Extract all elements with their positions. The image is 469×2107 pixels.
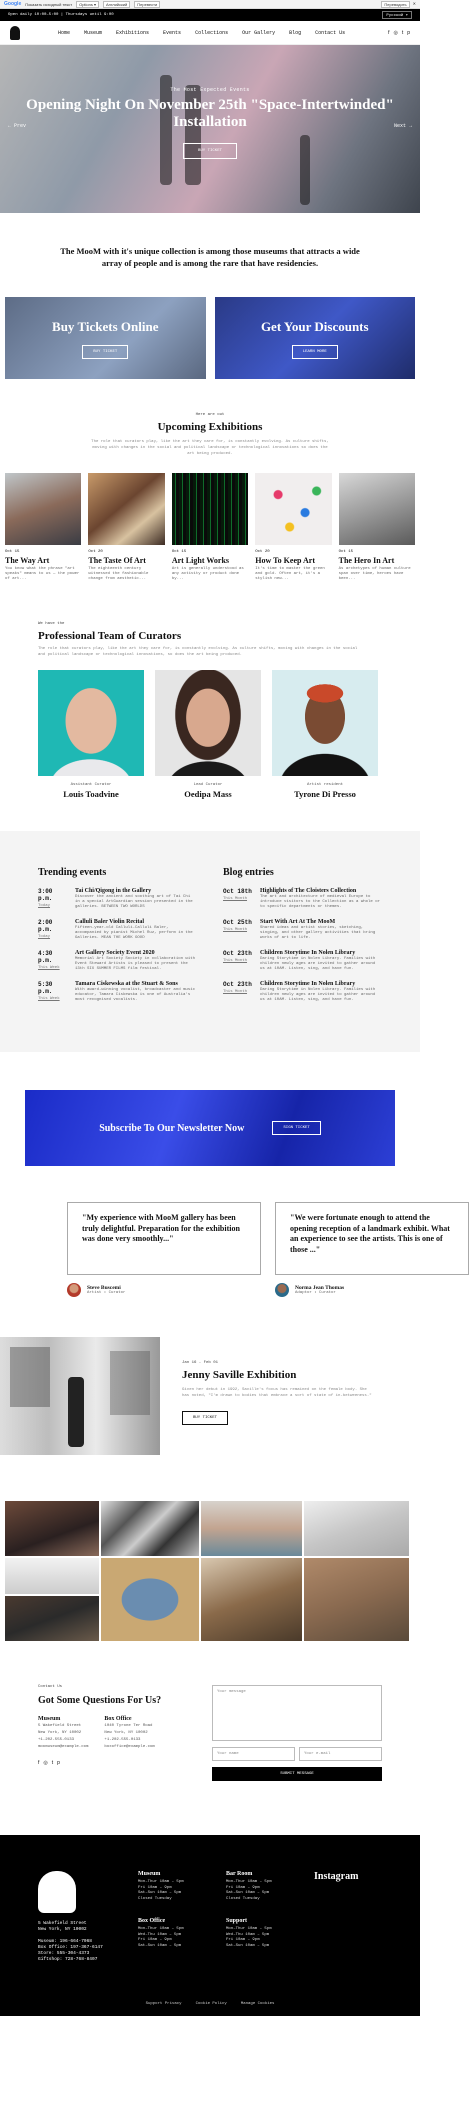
nav-item-home[interactable]: Home: [58, 29, 71, 36]
name-input[interactable]: Your name: [212, 1747, 295, 1761]
address-line: 1040 Tyrone Ter Road: [104, 1724, 153, 1728]
footer-bar-hours: [226, 1871, 296, 1902]
opening-hours: Open daily 10:00–5:00 | Thursdays until 9:00: [8, 13, 114, 17]
testimonial-card: [275, 1202, 469, 1297]
blog-date-value: Oct 23th: [223, 950, 252, 957]
newsletter-title: Subscribe To Our Newsletter Now: [99, 1122, 245, 1134]
event-body: [75, 950, 197, 972]
photo-gallery: [5, 1501, 415, 1641]
feature-title: Jenny Saville Exhibition: [182, 1369, 297, 1381]
address-line: New York, NY 10002: [38, 1731, 82, 1735]
contact-form: [212, 1685, 382, 1781]
museum-logo-icon[interactable]: [10, 26, 20, 40]
instagram-icon[interactable]: ◎: [43, 1760, 48, 1766]
form-row: [212, 1747, 382, 1761]
blog-item[interactable]: [223, 950, 382, 972]
hours-line: Closed Tuesday: [138, 1896, 172, 1901]
events-blog-section: [0, 831, 420, 1052]
blog-date-value: Oct 23th: [223, 981, 252, 988]
footer-hours-col: [138, 1871, 208, 1965]
footer-phone: Giftshop: 728-768-8407: [38, 1957, 98, 1962]
blog-entry-description: Daring Storytime in Nolen Library. Families with children newly ages are invited to gather around us at 10AM. Listen, sing, and have fun.: [260, 988, 376, 1002]
testimonial-author: [295, 1285, 344, 1295]
gallery-image[interactable]: [201, 1558, 302, 1641]
translate-always-button[interactable]: Переводить: [381, 1, 409, 8]
footer-hours-col: [226, 1871, 296, 1965]
blog-title: Blog entries: [223, 867, 274, 878]
nav-item-gallery[interactable]: Our Gallery: [242, 29, 276, 36]
hours-line: Wed–Thu 10am – 5pm: [138, 1932, 182, 1937]
contact-title: Got Some Questions For Us?: [38, 1695, 162, 1706]
exhibition-card[interactable]: [5, 473, 81, 582]
curator-photo[interactable]: [38, 670, 144, 776]
address-line: New York, NY 10002: [104, 1731, 148, 1735]
footer-address-line: 5 Wakefield Street: [38, 1921, 87, 1926]
gallery-image[interactable]: [101, 1501, 199, 1556]
event-day[interactable]: Today: [38, 904, 51, 908]
gallery-image[interactable]: [5, 1558, 99, 1594]
footer: [0, 1835, 420, 2016]
footer-museum-label: Museum: [138, 1871, 161, 1877]
event-body: [75, 919, 197, 941]
artwork-shape: [10, 1347, 50, 1407]
blog-entry-description: Daring Storytime in Nolen Library. Families with children newly ages are invited to gather around us at 10AM. Listen, sing, and have fun.: [260, 957, 376, 971]
footer-logo-icon[interactable]: [38, 1871, 76, 1913]
address-line[interactable]: moomuseum@example.com: [38, 1745, 89, 1749]
message-textarea[interactable]: Your message: [212, 1685, 382, 1741]
instagram-icon[interactable]: ◎: [393, 29, 398, 36]
exhibition-date: Oct 15: [338, 550, 354, 554]
intro-text: The MooM with it's unique collection is among those museums that attracts a wide array of people and is among the rare that have residencies.: [60, 246, 360, 268]
event-title[interactable]: Tai Chi/Qigong in the Gallery: [75, 888, 152, 894]
contact-section: [0, 1641, 420, 1781]
google-logo: Google: [4, 1, 22, 7]
gallery-image[interactable]: [201, 1501, 302, 1556]
instagram-heading[interactable]: Instagram: [314, 1871, 359, 1882]
exhibition-image[interactable]: [172, 473, 248, 545]
twitter-icon[interactable]: t: [51, 1760, 54, 1766]
event-day[interactable]: Today: [38, 935, 51, 939]
footer-box-hours: [138, 1918, 208, 1949]
exhibition-image[interactable]: [339, 473, 415, 545]
event-description: With award-winning vocalist, broadcaster and music educator, Tamara Ciskewska is one of Australia's most recognised vocalists.: [75, 988, 196, 1002]
avatar: [67, 1283, 81, 1297]
exhibition-card[interactable]: [339, 473, 415, 582]
gallery-image[interactable]: [304, 1558, 409, 1641]
footer-box-label: Box Office: [138, 1918, 166, 1924]
exhibition-card[interactable]: [172, 473, 248, 582]
hours-line: Fri 10am – 9pm: [138, 1938, 172, 1942]
curator-role: Assistant Curator: [70, 783, 112, 787]
curator-role: Lead Curator: [193, 783, 223, 787]
blog-date-value: Oct 25th: [223, 919, 252, 926]
exhibition-date: Oct 15: [171, 550, 187, 554]
event-title[interactable]: Tamara Ciskewska at the Stuart & Sons: [75, 981, 178, 987]
blog-body: [260, 888, 382, 910]
blog-date: [223, 888, 253, 910]
footer-support-label: Support: [226, 1918, 248, 1924]
language-dropdown[interactable]: Русский ▾: [382, 11, 412, 19]
blog-date: [223, 981, 253, 1003]
hours-line: Fri 10am – 9pm: [138, 1885, 172, 1890]
testimonial-author: [87, 1285, 125, 1295]
event-time-value: 3:00 p.m.: [38, 888, 53, 902]
blog-entry-title[interactable]: Children Storytime In Nolen Library: [260, 981, 356, 987]
footer-phone: Museum: 196-664-7068: [38, 1939, 93, 1944]
main-nav: [0, 21, 420, 45]
blog-entry-title[interactable]: Start With Art At The MooM: [260, 919, 336, 925]
hours-line: Sat–Sun 10am – 5pm: [138, 1943, 182, 1948]
hero-buy-ticket-button[interactable]: BUY TICKET: [183, 143, 237, 159]
event-body: [75, 981, 197, 1003]
events-title: Trending events: [38, 867, 107, 878]
gallery-image[interactable]: [304, 1501, 409, 1556]
blog-ago[interactable]: This Month: [223, 990, 248, 994]
blog-ago[interactable]: This Month: [223, 928, 248, 932]
exhibition-date: Oct 20: [255, 550, 270, 554]
promo-title: Get Your Discounts: [260, 319, 369, 334]
promo-learn-more-button[interactable]: LEARN MORE: [292, 345, 338, 359]
exhibitions-grid: [0, 457, 420, 582]
avatar: [275, 1283, 289, 1297]
curator-card[interactable]: [38, 670, 144, 799]
blog-date-value: Oct 18th: [223, 888, 252, 895]
blog-entry-title[interactable]: Highlights of The Cloisters Collection: [260, 888, 357, 894]
nav-item-museum[interactable]: Museum: [84, 29, 103, 36]
blog-entries: [223, 867, 382, 1012]
footer-address-line: New York, NY 10002: [38, 1927, 87, 1932]
event-body: [75, 888, 197, 910]
gallery-image[interactable]: [5, 1501, 99, 1556]
curator-name: Louis Toadvine: [63, 789, 119, 799]
exhibition-title[interactable]: Art Light Works: [171, 556, 230, 565]
testimonial-name: Steve Buscemi: [87, 1285, 121, 1291]
contact-socials: [38, 1760, 192, 1766]
footer-support-hours: [226, 1918, 296, 1949]
submit-message-button[interactable]: SUBMIT MESSAGE: [212, 1767, 382, 1781]
feature-date: Jan 16 - Feb 01: [182, 1361, 219, 1365]
boxoffice-label: Box Office: [104, 1716, 132, 1722]
footer-grid: [38, 1871, 382, 1965]
footer-link-cookie-policy[interactable]: Cookie Policy: [195, 2002, 227, 2006]
exhibitions-description: The role that curators play, like the art they care for, is constantly evolving. As culture shifts, moving with changes in the social and political landscape or technological innovations so does the art being produced.: [91, 440, 329, 456]
curators-eyebrow: We have the: [38, 622, 65, 626]
visitor-figure: [68, 1377, 84, 1447]
museum-address: [38, 1716, 88, 1750]
exhibitions-eyebrow: Here are out: [195, 413, 225, 417]
twitter-icon[interactable]: t: [401, 29, 404, 36]
exhibition-description: As archetypes of human culture span over time, heroes have been...: [338, 567, 411, 581]
footer-bar-label: Bar Room: [226, 1871, 253, 1877]
blog-body: [260, 981, 382, 1003]
curator-name: Oedipa Mass: [184, 789, 232, 799]
translate-button[interactable]: Перевести: [134, 1, 160, 8]
hours-line: Sat–Sun 10am – 5pm: [226, 1891, 270, 1895]
exhibition-title[interactable]: How To Keep Art: [255, 556, 315, 565]
curators-description: The role that curators play, like the art they care for, is constantly evolving. As culture shifts, moving with changes in the social and political landscape or technological innovations, so does the art being produced.: [38, 647, 358, 657]
trending-events: [38, 867, 197, 1012]
address-line[interactable]: boxoffice@example.com: [104, 1745, 155, 1749]
close-icon[interactable]: ✕: [412, 0, 416, 6]
event-title[interactable]: Art Gallery Society Event 2020: [75, 950, 155, 956]
event-title[interactable]: Calluli Baler Violin Recital: [75, 919, 145, 925]
nav-item-events[interactable]: Events: [163, 29, 182, 36]
exhibition-image[interactable]: [255, 473, 331, 545]
contact-info: [38, 1685, 192, 1781]
testimonial-person: [67, 1283, 261, 1297]
gallery-image[interactable]: [101, 1558, 199, 1641]
hours-line: Mon–Thur 10am – 5pm: [226, 1927, 272, 1931]
exhibition-date: Oct 20: [88, 550, 103, 554]
hero-slider: [0, 45, 420, 213]
curator-photo[interactable]: [155, 670, 261, 776]
event-time-value: 4:30 p.m.: [38, 950, 53, 964]
exhibitions-header: [0, 379, 420, 457]
event-time-value: 5:30 p.m.: [38, 981, 53, 995]
options-button[interactable]: Options ▾: [76, 1, 99, 8]
blog-item[interactable]: [223, 888, 382, 910]
hours-line: Fri 10am – 9pm: [226, 1885, 260, 1890]
hero-title: Opening Night On November 25th "Space-Intertwinded" Installation: [26, 97, 394, 130]
event-time: [38, 950, 68, 972]
exhibition-card[interactable]: [88, 473, 164, 582]
curator-card[interactable]: [155, 670, 261, 799]
testimonial-name: Norma Jean Thomas: [295, 1285, 345, 1291]
event-item[interactable]: [38, 981, 197, 1003]
event-time: [38, 981, 68, 1003]
hours-line: Mon–Thur 10am – 5pm: [226, 1880, 272, 1884]
event-day[interactable]: This Week: [38, 997, 60, 1001]
event-description: Memorial Art Society Society in collaboration with Event Steward Artists is pleased to present the 13th SIX SUMMER FILMS film festival.: [75, 957, 196, 971]
blog-item[interactable]: [223, 919, 382, 941]
event-item[interactable]: [38, 919, 197, 941]
event-time-value: 2:00 p.m.: [38, 919, 53, 933]
featured-exhibition-image[interactable]: [0, 1337, 160, 1455]
testimonial-role: Adaptor • Curator: [295, 1291, 336, 1295]
exhibition-card[interactable]: [255, 473, 331, 582]
top-bar: [0, 9, 420, 21]
museum-label: Museum: [38, 1716, 61, 1722]
exhibition-description: The eighteenth century witnessed the fashionable change from aesthetic...: [88, 567, 149, 581]
curator-name: Tyrone Di Presso: [294, 789, 356, 799]
exhibition-image[interactable]: [5, 473, 81, 545]
blog-ago[interactable]: This Month: [223, 897, 248, 901]
featured-exhibition: [0, 1297, 420, 1455]
footer-contact: [38, 1871, 120, 1965]
nav-item-contact[interactable]: Contact Us: [315, 29, 346, 36]
nav-menu: [58, 30, 388, 36]
event-time: [38, 888, 68, 910]
nav-item-exhibitions[interactable]: Exhibitions: [116, 29, 150, 36]
language-select[interactable]: Английский: [103, 1, 130, 8]
testimonials-carousel: [0, 1166, 450, 1297]
event-description: Discover the ancient and soothing art of Tai Chi in a special ArtGuardian session presented in the galleries. BETWEEN TWO WORLDS: [75, 895, 193, 909]
exhibition-title[interactable]: The Hero In Art: [338, 556, 395, 565]
feature-description: Given her debut in 1992, Saville's focus has remained on the female body. She has noted, "I'm drawn to bodies that embrace a sort of state of in-betweeness.": [182, 1388, 372, 1398]
curator-role: Artist resident: [306, 783, 343, 787]
curator-photo[interactable]: [272, 670, 378, 776]
contact-eyebrow: Contact Us: [38, 1685, 63, 1689]
footer-link-manage-cookies[interactable]: Manage Cookies: [240, 2002, 275, 2006]
exhibition-description: It's time to master the green and gold. Often art, it's a stylish new...: [255, 567, 325, 581]
blog-ago[interactable]: This Month: [223, 959, 248, 963]
event-time: [38, 919, 68, 941]
testimonial-quote: "My experience with MooM gallery has been truly delightful. Preparation for the exhibition was done very smoothly...": [67, 1202, 261, 1275]
hero-prev-button[interactable]: ← Prev: [8, 123, 27, 129]
featured-exhibition-text: [182, 1337, 372, 1455]
boxoffice-address: [104, 1716, 154, 1750]
promo-buy-ticket-button[interactable]: BUY TICKET: [82, 345, 128, 359]
exhibition-description: You know what the phrase "art speaks" means to us — the power of art...: [5, 567, 80, 581]
exhibition-title[interactable]: The Way Art: [5, 556, 50, 565]
blog-item[interactable]: [223, 981, 382, 1003]
facebook-icon[interactable]: f: [388, 29, 390, 36]
testimonial-card: [67, 1202, 261, 1297]
curator-list: [38, 670, 420, 799]
promo-discounts[interactable]: [215, 297, 416, 379]
testimonial-role: Artist • Curator: [87, 1291, 126, 1295]
exhibition-title[interactable]: The Taste Of Art: [88, 556, 146, 565]
event-day[interactable]: This Week: [38, 966, 60, 970]
nav-item-collections[interactable]: Collections: [195, 29, 229, 36]
blog-entry-title[interactable]: Children Storytime In Nolen Library: [260, 950, 356, 956]
hero-next-button[interactable]: Next →: [393, 123, 412, 129]
event-item[interactable]: [38, 950, 197, 972]
pinterest-icon[interactable]: p: [407, 29, 410, 36]
promo-title: Buy Tickets Online: [52, 319, 159, 334]
blog-body: [260, 950, 382, 972]
footer-links: [0, 2002, 420, 2006]
footer-link-privacy[interactable]: Support Privacy: [145, 2002, 182, 2006]
exhibitions-title: Upcoming Exhibitions: [157, 421, 263, 433]
feature-buy-ticket-button[interactable]: BUY TICKET: [182, 1411, 228, 1425]
promo-buy-tickets[interactable]: [5, 297, 206, 379]
hours-line: Sat–Sun 10am – 5pm: [138, 1891, 182, 1895]
newsletter-button[interactable]: SIGN TICKET: [272, 1121, 320, 1135]
footer-phone: Box Office: 197-367-6147: [38, 1945, 103, 1950]
blog-date: [223, 950, 253, 972]
hours-line: Mon–Thur 10am – 5pm: [138, 1927, 184, 1931]
event-description: Fifteen-year-old Calluli-Calluli Baler, accompanied by pianist Michel Ruz, perform in the Galleries. MEAN THE WORK GOOD: [75, 926, 193, 940]
testimonial-quote: "We were fortunate enough to attend the opening reception of a landmark exhibit. What an experience to see the artists. This is one of those ...": [275, 1202, 469, 1275]
gallery-image[interactable]: [5, 1596, 99, 1641]
email-input[interactable]: Your e-mail: [299, 1747, 382, 1761]
nav-socials: [388, 30, 410, 36]
address-line: +1-202-555-0133: [104, 1738, 141, 1742]
blog-body: [260, 919, 382, 941]
curator-card[interactable]: [272, 670, 378, 799]
footer-phone: Store: 555-304-4373: [38, 1951, 90, 1956]
hours-line: Sat–Sun 10am – 5pm: [226, 1943, 270, 1948]
event-item[interactable]: [38, 888, 197, 910]
hours-line: Mon–Thur 10am – 5pm: [138, 1880, 184, 1884]
facebook-icon[interactable]: f: [38, 1760, 40, 1766]
hours-line: Closed Tuesday: [226, 1896, 260, 1901]
contact-addresses: [38, 1716, 192, 1750]
pinterest-icon[interactable]: p: [57, 1760, 60, 1766]
address-line: 5 Wakefield Street: [38, 1724, 82, 1728]
exhibition-image[interactable]: [88, 473, 164, 545]
curators-title: Professional Team of Curators: [38, 630, 182, 642]
artwork-shape: [110, 1351, 150, 1415]
translate-bar: [0, 0, 420, 9]
blog-entry-description: The art and architecture of medieval Europe to introduce visitors to the Collection as a whole or to specific departments or themes.: [260, 895, 381, 909]
newsletter-banner: [25, 1090, 395, 1166]
exhibition-description: Art is generally understood as any activity or product done by...: [171, 567, 244, 581]
nav-item-blog[interactable]: Blog: [289, 29, 302, 36]
exhibition-date: Oct 15: [5, 550, 20, 554]
blog-date: [223, 919, 253, 941]
hours-line: Wed–Thu 10am – 5pm: [226, 1932, 270, 1937]
address-line: +1-202-555-0133: [38, 1738, 75, 1742]
show-original-link[interactable]: Показать исходный текст: [25, 1, 73, 7]
footer-museum-hours: [138, 1871, 208, 1902]
curators-section: [0, 582, 420, 799]
hours-line: Fri 10am – 9pm: [226, 1938, 260, 1942]
blog-entry-description: Shared ideas and artist stories, sketching, singing, and other gallery activities that bring works of art to life.: [260, 926, 376, 940]
hero-subtitle: The Most Expected Events: [170, 87, 250, 93]
hero-content: [0, 87, 420, 159]
testimonial-person: [275, 1283, 469, 1297]
promo-banners: [0, 297, 420, 379]
